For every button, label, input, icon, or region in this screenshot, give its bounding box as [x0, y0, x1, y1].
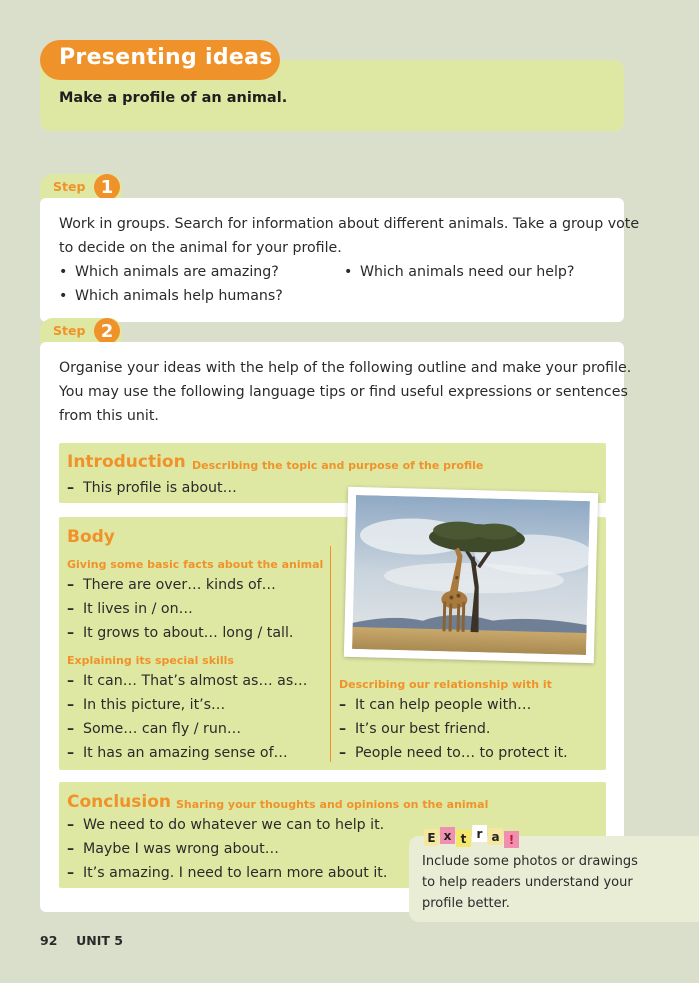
bullet-dot: •	[59, 288, 68, 304]
step1-label: Step	[53, 179, 86, 194]
extra-letter: E	[424, 829, 439, 846]
extra-letter: a	[488, 828, 503, 845]
list-item: – It’s our best friend.	[339, 721, 491, 737]
step1-text-line2: to decide on the animal for your profile.	[59, 240, 342, 256]
step2-text-line1: Organise your ideas with the help of the following outline and make your profile.	[59, 360, 632, 376]
list-item	[59, 284, 283, 308]
page-number: 92	[40, 933, 58, 948]
step2-text-line2: You may use the following language tips or find useful expressions or sentences	[59, 384, 628, 400]
step2-number: 2	[94, 318, 120, 344]
list-item	[344, 260, 574, 284]
bullet-text: Which animals are amazing?	[75, 264, 279, 280]
bullet-dot: •	[344, 264, 353, 280]
introduction-subtitle: Describing the topic and purpose of the profile	[192, 459, 484, 472]
list-item: – It can help people with…	[339, 697, 532, 713]
extra-text-line3: profile better.	[422, 896, 510, 911]
conclusion-subtitle: Sharing your thoughts and opinions on the animal	[176, 798, 489, 811]
conclusion-title: Conclusion	[67, 792, 171, 812]
list-item: – It’s amazing. I need to learn more about it.	[67, 865, 388, 881]
giraffe-illustration	[352, 495, 590, 655]
list-item: – It lives in / on…	[67, 601, 193, 617]
bullet-dot: •	[59, 264, 68, 280]
giraffe-photo	[344, 487, 598, 663]
list-item: – We need to do whatever we can to help it.	[67, 817, 385, 833]
list-item: – It has an amazing sense of…	[67, 745, 288, 761]
list-item: – There are over… kinds of…	[67, 577, 276, 593]
extra-letter: r	[472, 825, 487, 842]
extra-text-line2: to help readers understand your	[422, 875, 633, 890]
list-item: – It can… That’s almost as… as…	[67, 673, 308, 689]
page-subtitle: Make a profile of an animal.	[59, 90, 288, 106]
bullet-text: Which animals need our help?	[360, 264, 575, 280]
list-item: – This profile is about…	[67, 480, 237, 496]
list-item	[59, 260, 279, 284]
page-footer	[40, 933, 123, 948]
introduction-title: Introduction	[67, 452, 186, 472]
basic-facts-title: Giving some basic facts about the animal	[67, 558, 324, 571]
unit-label: UNIT 5	[76, 933, 123, 948]
list-item: – In this picture, it’s…	[67, 697, 226, 713]
body-divider	[330, 546, 331, 762]
step2-text-line3: from this unit.	[59, 408, 159, 424]
relationship-title: Describing our relationship with it	[339, 678, 552, 691]
page-title: Presenting ideas	[40, 40, 280, 80]
list-item: – It grows to about… long / tall.	[67, 625, 294, 641]
extra-letter: !	[504, 831, 519, 848]
bullet-text: Which animals help humans?	[75, 288, 283, 304]
skills-title: Explaining its special skills	[67, 654, 234, 667]
step2-label: Step	[53, 323, 86, 338]
extra-badge	[424, 825, 520, 847]
step1-text-line1: Work in groups. Search for information about different animals. Take a group vote	[59, 216, 640, 232]
extra-letter: x	[440, 827, 455, 844]
list-item: – People need to… to protect it.	[339, 745, 568, 761]
list-item: – Maybe I was wrong about…	[67, 841, 279, 857]
extra-text-line1: Include some photos or drawings	[422, 854, 638, 869]
step1-number: 1	[94, 174, 120, 200]
extra-letter: t	[456, 830, 471, 847]
body-title: Body	[67, 527, 115, 547]
list-item: – Some… can fly / run…	[67, 721, 242, 737]
